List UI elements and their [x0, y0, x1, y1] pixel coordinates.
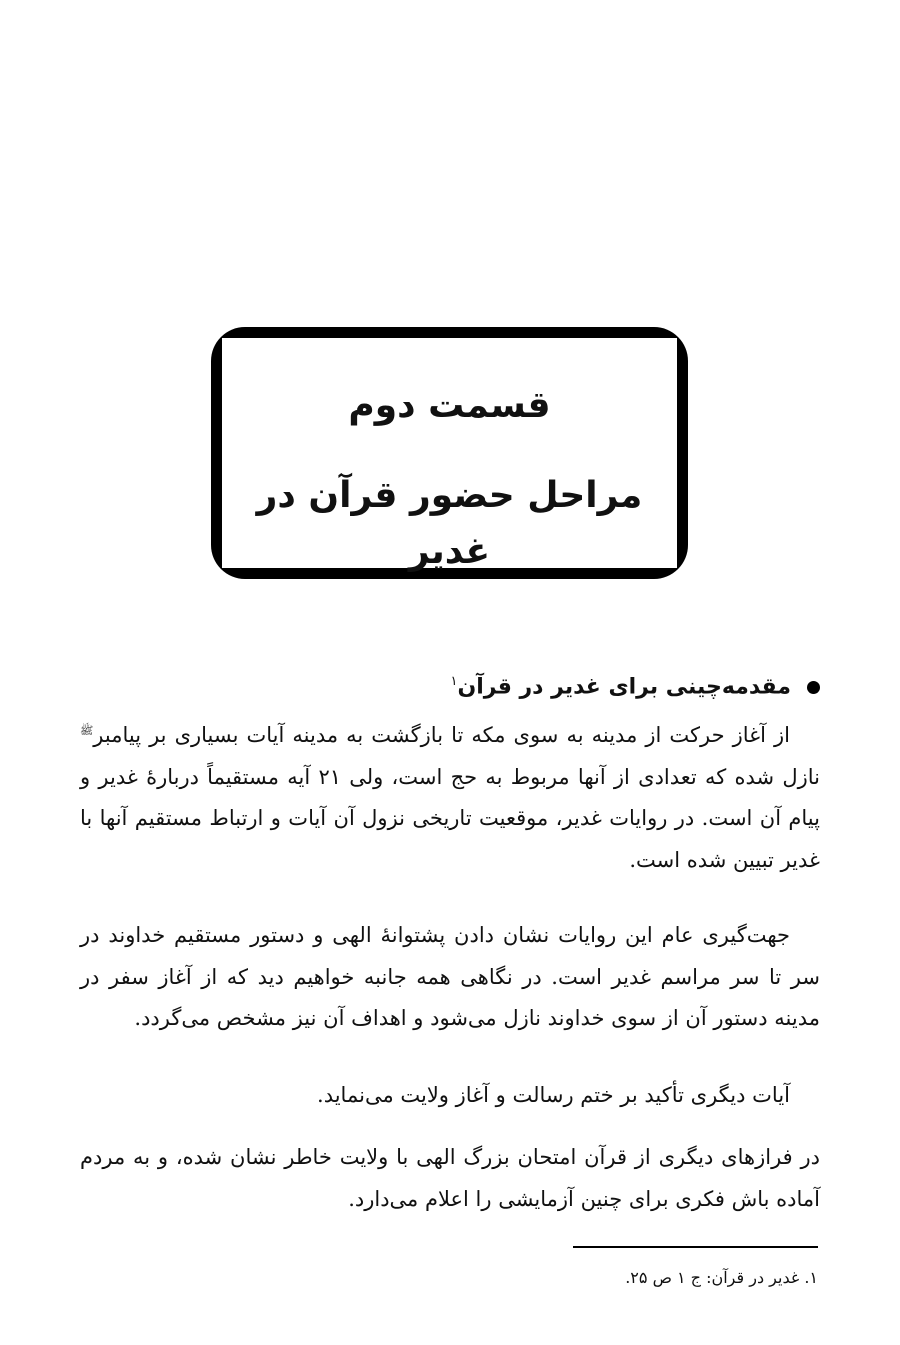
paragraph-1-text: [80, 710, 820, 881]
part-subtitle: مراحل حضور قرآن در غدیر: [256, 475, 643, 572]
bullet-icon: [807, 681, 820, 694]
part-title: قسمت دوم: [348, 385, 551, 426]
paragraph-2-text: جهت‌گیری عام این روایات نشان دادن پشتوانهٔ الهی و دستور مستقیم خداوند در سر تا سر مراسم غدیر است. در نگاهی همه جانبه خواهیم دید که از آغاز سفر در مدینه دستور آن از سوی خداوند نازل می‌شود و اهداف آن نیز مشخص می‌گردد.: [80, 923, 820, 1030]
paragraph-3: [80, 1075, 820, 1117]
paragraph-2: [80, 915, 820, 1040]
paragraph-1-part-b: نازل شده که تعدادی از آنها مربوط به حج است، ولی ۲۱ آیه مستقیماً دربارهٔ غدیر و پیام آن است. در روایات غدیر، موقعیت تاریخی نزول آن آیات و ارتباط مستقیم آنها با غدیر تبیین شده است.: [80, 764, 821, 872]
section-heading-text: مقدمه‌چینی برای غدیر در قرآن: [457, 674, 791, 700]
section-heading: [80, 662, 820, 707]
paragraph-4-text: در فرازهای دیگری از قرآن امتحان بزرگ الهی با ولایت خاطر نشان شده، و به مردم آماده باش فکری برای چنین آزمایشی را اعلام می‌دارد.: [80, 1145, 820, 1211]
paragraph-3-text: آیات دیگری تأکید بر ختم رسالت و آغاز ولایت می‌نماید.: [317, 1083, 790, 1107]
footnote: ۱. غدیر در قرآن: ج ۱ ص ۲۵.: [625, 1268, 818, 1287]
footnote-reference[interactable]: ۱: [450, 674, 458, 689]
paragraph-1-part-a: از آغاز حرکت از مدینه به سوی مکه تا بازگشت به مدینه آیات بسیاری بر پیامبر: [93, 723, 790, 747]
paragraph-1: [80, 710, 820, 881]
footnote-divider: [573, 1246, 818, 1248]
title-box: [221, 337, 678, 572]
honorific-mark: ﷺ: [80, 724, 94, 737]
paragraph-4: [80, 1137, 820, 1220]
